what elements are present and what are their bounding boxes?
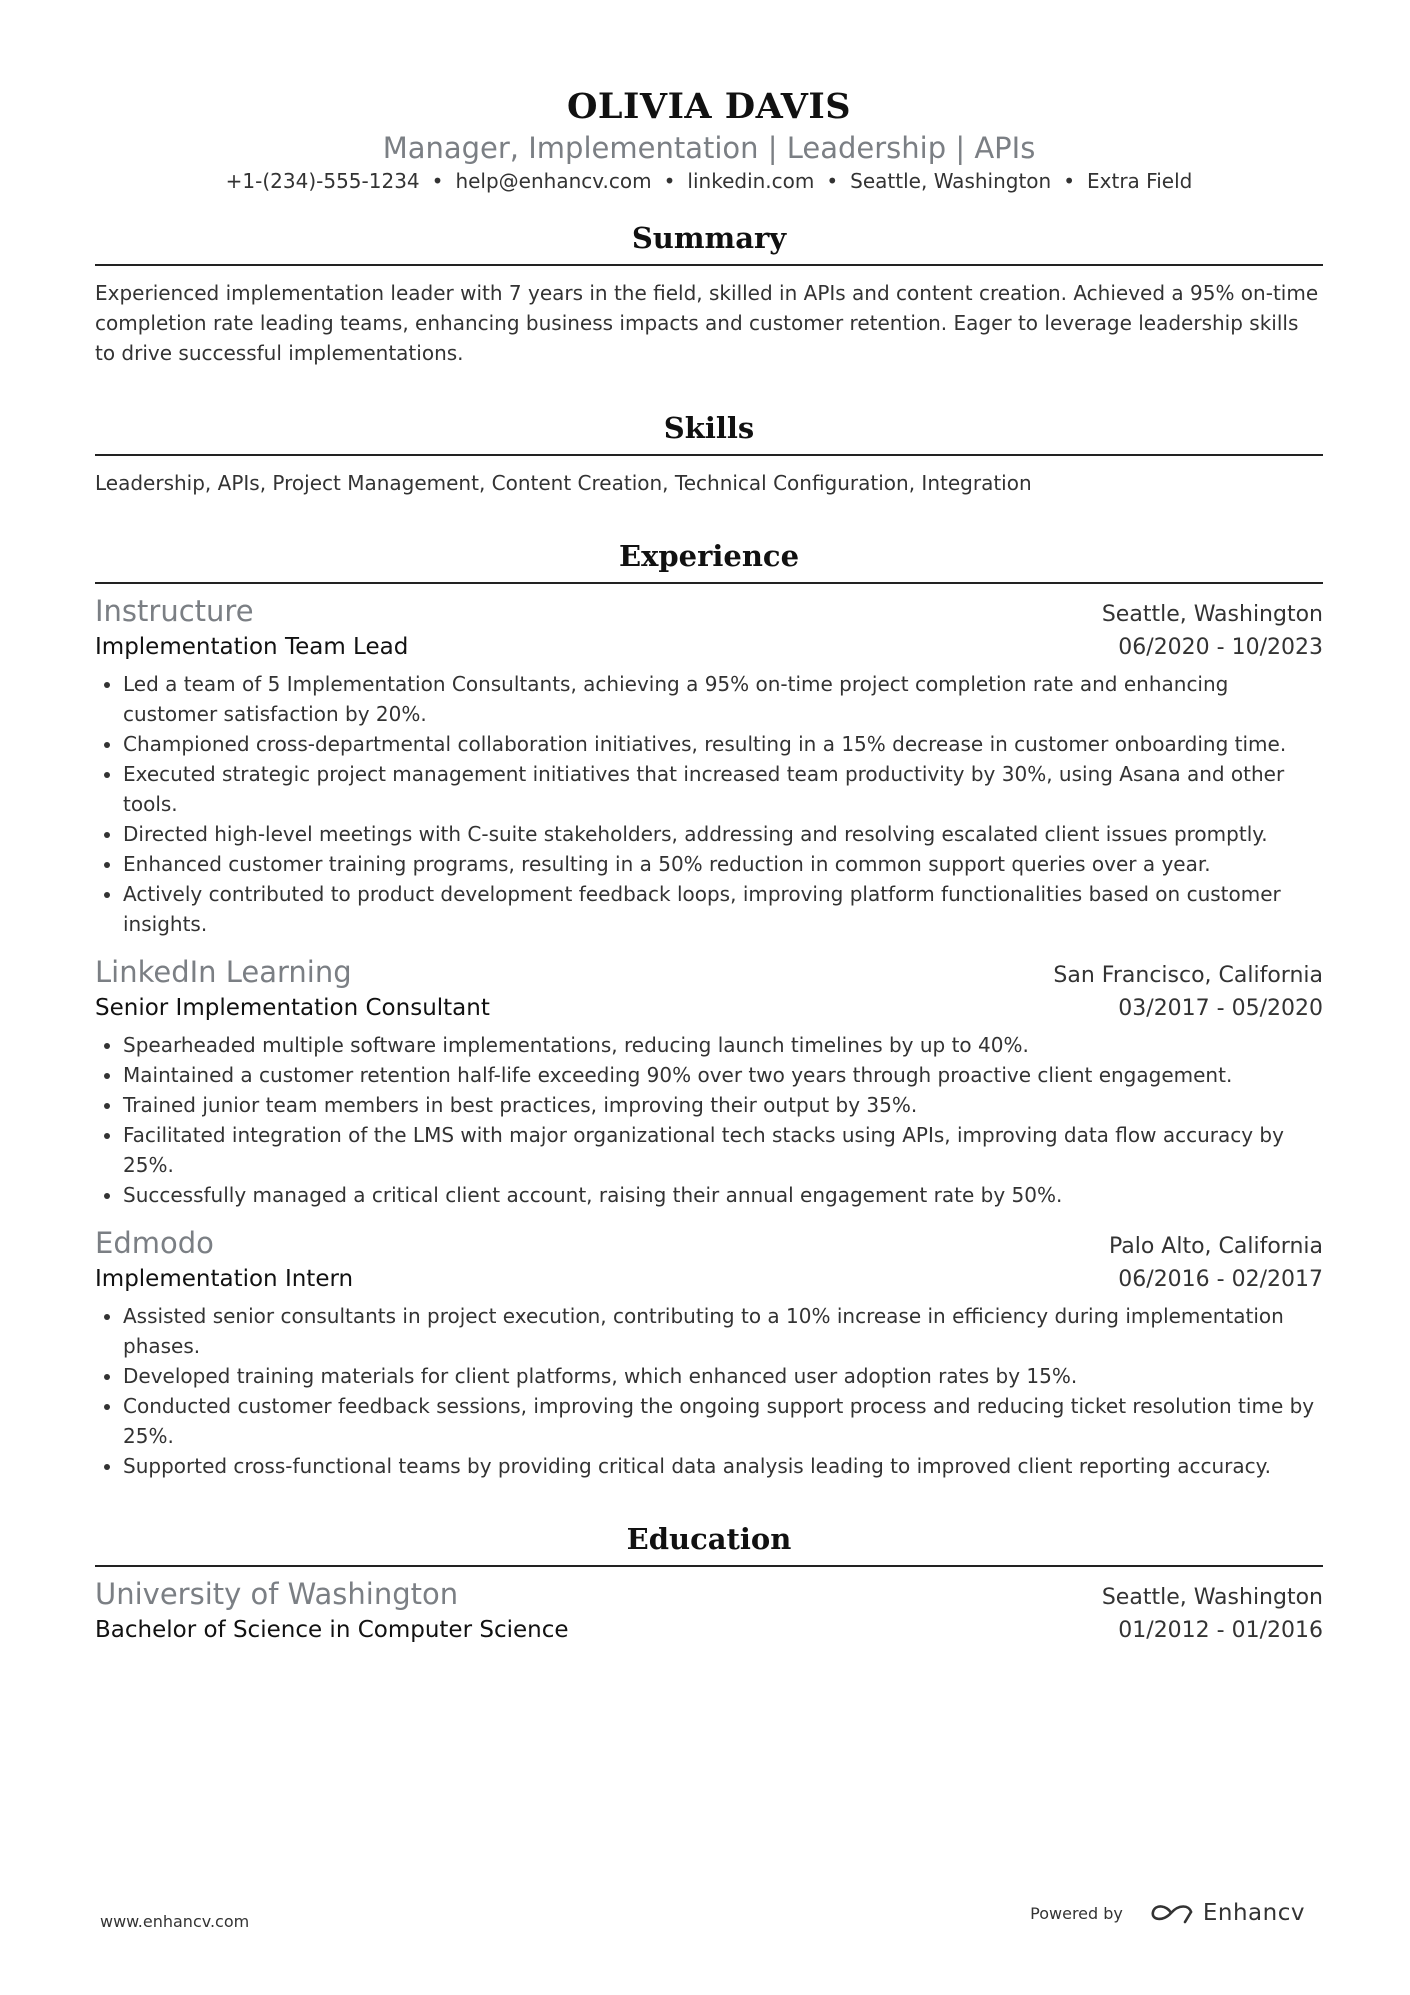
job-bullets <box>95 1301 1323 1481</box>
section-title-skills: Skills <box>663 411 755 445</box>
candidate-headline: Manager, Implementation | Leadership | APIs <box>382 131 1036 165</box>
education-degree: Bachelor of Science in Computer Science <box>95 1617 569 1643</box>
enhancv-logo-icon <box>1149 1901 1195 1925</box>
contact-location: Seattle, Washington <box>850 169 1052 193</box>
section-title-experience: Experience <box>618 539 800 573</box>
job-bullet: • Maintained a customer retention half-life exceeding 90% over two years through proactive client engagement. <box>123 1060 1323 1090</box>
job-role: Senior Implementation Consultant <box>95 995 490 1021</box>
footer-branding <box>1030 1900 1305 1926</box>
job-location: San Francisco, California <box>1053 963 1323 988</box>
skills-text: Leadership, APIs, Project Management, Content Creation, Technical Configuration, Integration <box>95 471 1032 495</box>
education-entry <box>95 1575 1323 1648</box>
section-title-education: Education <box>626 1522 792 1556</box>
contact-phone: +1-(234)-555-1234 <box>225 169 420 193</box>
education-section <box>95 1519 1323 1648</box>
job-bullet: • Directed high-level meetings with C-suite stakeholders, addressing and resolving escalated client issues promptly. <box>123 819 1323 849</box>
contact-extra: Extra Field <box>1087 169 1193 193</box>
contact-line <box>95 166 1323 196</box>
job-bullets <box>95 669 1323 939</box>
contact-separator: • <box>431 169 444 193</box>
education-dates: 01/2012 - 01/2016 <box>1118 1618 1323 1643</box>
job-entry <box>95 953 1323 1210</box>
job-bullet: • Trained junior team members in best practices, improving their output by 35%. <box>123 1090 1323 1120</box>
contact-linkedin: linkedin.com <box>687 169 815 193</box>
job-location: Palo Alto, California <box>1108 1234 1323 1259</box>
job-bullet: • Executed strategic project management initiatives that increased team productivity by 30%, using Asana and other tools. <box>123 759 1323 819</box>
section-divider <box>95 264 1323 266</box>
education-school: University of Washington <box>95 1577 459 1611</box>
candidate-name: OLIVIA DAVIS <box>566 86 852 127</box>
job-company: Instructure <box>95 594 254 628</box>
contact-separator: • <box>1063 169 1076 193</box>
contact-separator: • <box>826 169 839 193</box>
job-bullet: • Successfully managed a critical client account, raising their annual engagement rate by 50%. <box>123 1180 1323 1210</box>
job-role: Implementation Intern <box>95 1266 354 1292</box>
job-bullet: • Conducted customer feedback sessions, improving the ongoing support process and reducing ticket resolution time by 25%. <box>123 1391 1323 1451</box>
job-bullet: • Assisted senior consultants in project execution, contributing to a 10% increase in efficiency during implementation phases. <box>123 1301 1323 1361</box>
job-bullet: • Developed training materials for client platforms, which enhanced user adoption rates by 15%. <box>123 1361 1323 1391</box>
job-bullet: • Enhanced customer training programs, resulting in a 50% reduction in common support queries over a year. <box>123 849 1323 879</box>
job-bullet: • Actively contributed to product development feedback loops, improving platform functionalities based on customer insights. <box>123 879 1323 939</box>
resume-page <box>95 82 1323 1648</box>
footer-website[interactable]: www.enhancv.com <box>100 1912 250 1931</box>
job-dates: 06/2020 - 10/2023 <box>1118 635 1323 660</box>
enhancv-logo[interactable] <box>1149 1900 1305 1926</box>
resume-header <box>95 82 1323 196</box>
summary-text: Experienced implementation leader with 7 years in the field, skilled in APIs and content creation. Achieved a 95% on-time completion rate leading teams, enhancing business impacts and customer retention. Eager to leverage leadership skills to drive successful implementations. <box>95 281 1319 365</box>
contact-separator: • <box>663 169 676 193</box>
job-company: Edmodo <box>95 1226 214 1260</box>
job-bullet: • Facilitated integration of the LMS with major organizational tech stacks using APIs, improving data flow accuracy by 25%. <box>123 1120 1323 1180</box>
job-bullet: • Spearheaded multiple software implementations, reducing launch timelines by up to 40%. <box>123 1030 1323 1060</box>
job-bullet: • Supported cross-functional teams by providing critical data analysis leading to improved client reporting accuracy. <box>123 1451 1323 1481</box>
footer-powered-by: Powered by <box>1030 1903 1123 1923</box>
section-divider <box>95 1565 1323 1567</box>
job-company: LinkedIn Learning <box>95 955 352 989</box>
section-divider <box>95 582 1323 584</box>
job-dates: 06/2016 - 02/2017 <box>1118 1267 1323 1292</box>
experience-section <box>95 536 1323 1481</box>
summary-section <box>95 218 1323 368</box>
job-bullet: • Led a team of 5 Implementation Consultants, achieving a 95% on-time project completion rate and enhancing customer satisfaction by 20%. <box>123 669 1323 729</box>
job-entry <box>95 1224 1323 1481</box>
job-entry <box>95 592 1323 939</box>
education-location: Seattle, Washington <box>1101 1585 1323 1610</box>
job-location: Seattle, Washington <box>1101 602 1323 627</box>
job-bullet: • Championed cross-departmental collaboration initiatives, resulting in a 15% decrease in customer onboarding time. <box>123 729 1323 759</box>
contact-email: help@enhancv.com <box>455 169 652 193</box>
job-bullets <box>95 1030 1323 1210</box>
skills-section <box>95 408 1323 498</box>
section-title-summary: Summary <box>631 221 787 255</box>
section-divider <box>95 454 1323 456</box>
enhancv-logo-text: Enhancv <box>1202 1900 1305 1926</box>
job-dates: 03/2017 - 05/2020 <box>1118 996 1323 1021</box>
job-role: Implementation Team Lead <box>95 634 409 660</box>
